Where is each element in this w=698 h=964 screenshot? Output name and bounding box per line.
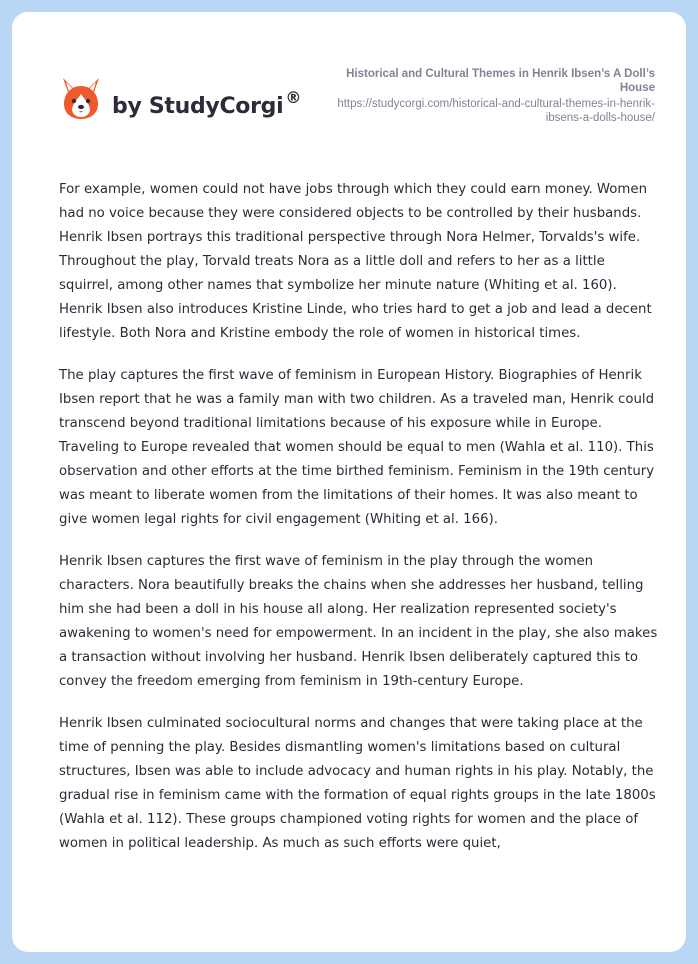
paragraph-3: Henrik Ibsen captures the first wave of feminism in the play through the women characters. Nora beautifully breaks the chains when she addresses her husband, telling him she had been a doll in his house all along. Her realization represented society's awakening to women's need for empowerment. In an incident in the play, she also makes a transaction without involving her husband. Henrik Ibsen deliberately captured this to convey the freedom emerging from feminism in 19th-century Europe. — [59, 554, 658, 689]
paragraph-2: The play captures the first wave of feminism in European History. Biographies of Henrik Ibsen report that he was a family man with two children. As a traveled man, Henrik could transcend beyond traditional limitations because of his exposure while in Europe. Traveling to Europe revealed that women should be equal to men (Wahla et al. 110). This observation and other efforts at the time birthed feminism. Feminism in the 19th century was meant to liberate women from the limitations of their homes. It was also meant to give women legal rights for civil engagement (Whiting et al. 166). — [59, 368, 655, 527]
document-url[interactable]: https://studycorgi.com/historical-and-cultural-themes-in-henrik-ibsens-a-dolls-house/ — [337, 98, 655, 124]
brand-name: by StudyCorgi — [112, 94, 284, 119]
page-header — [12, 12, 686, 152]
document-meta — [325, 67, 655, 125]
paragraph-1: For example, women could not have jobs through which they could earn money. Women had no voice because they were considered objects to be controlled by their husbands. Henrik Ibsen portrays this traditional perspective through Nora Helmer, Torvalds's wife. Throughout the play, Torvald treats Nora as a little doll and refers to her as a little squirrel, among other names that symbolize her minute nature (Whiting et al. 160). Henrik Ibsen also introduces Kristine Linde, who tries hard to get a job and lead a decent lifestyle. Both Nora and Kristine embody the role of women in historical times. — [59, 182, 652, 341]
registered-mark: ® — [285, 88, 302, 107]
logo-wordmark — [112, 88, 302, 119]
corgi-icon — [60, 76, 102, 122]
document-title: Historical and Cultural Themes in Henrik Ibsen’s A Doll’s House — [346, 68, 655, 94]
paragraph-4: Henrik Ibsen culminated sociocultural norms and changes that were taking place at the time of penning the play. Besides dismantling women's limitations based on cultural structures, Ibsen was able to include advocacy and human rights in his play. Notably, the gradual rise in feminism came with the formation of equal rights groups in the late 1800s (Wahla et al. 112). These groups championed voting rights for women and the place of women in political leadership. As much as such efforts were quiet, — [59, 716, 656, 851]
document-page — [12, 12, 686, 952]
studycorgi-logo[interactable] — [60, 76, 320, 136]
essay-body — [59, 178, 659, 874]
